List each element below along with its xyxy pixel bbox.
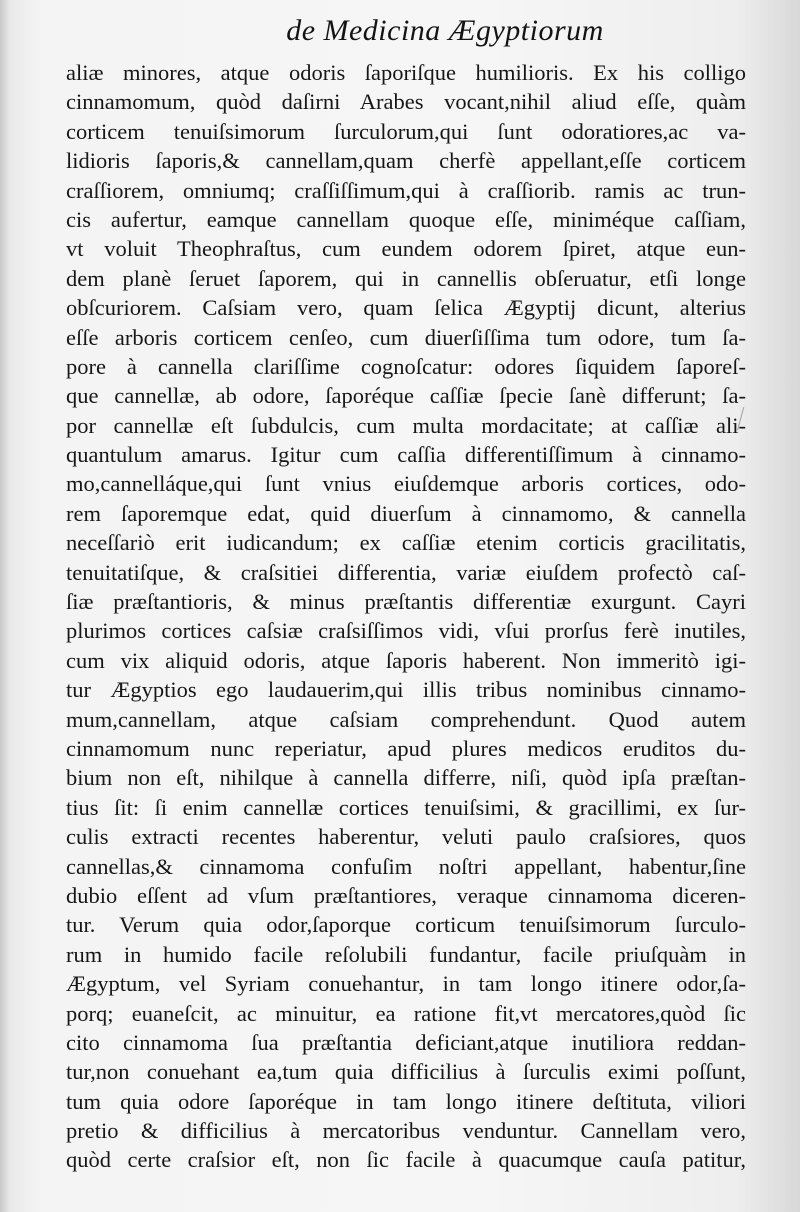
text-line: tius ſit: ſi enim cannellæ cortices tenuiſsimi, & gracillimi, ex ſur- <box>66 794 746 820</box>
text-line: mum,cannellam, atque caſsiam comprehendunt. Quod autem <box>66 706 746 732</box>
text-line: aliæ minores, atque odoris ſaporiſque humilioris. Ex his colligo <box>66 60 746 85</box>
text-line: bium non eſt, nihilque à cannella differre, niſi, quòd ipſa præſtan- <box>66 765 746 791</box>
text-line: Ægyptum, vel Syriam conuehantur, in tam longo itinere odor,ſa- <box>66 971 746 997</box>
text-line: cum vix aliquid odoris, atque ſaporis haberent. Non immeritò igi- <box>66 647 746 673</box>
text-line: corticem tenuiſsimorum ſurculorum,qui ſunt odoratiores,ac va- <box>66 118 746 144</box>
body-text <box>66 58 746 1175</box>
text-line: mo,cannelláque,qui ſunt vnius eiuſdemque arboris cortices, odo- <box>66 471 746 497</box>
text-line: por cannellæ eſt ſubdulcis, cum multa mordacitate; at caſſiæ ali- <box>66 412 746 438</box>
text-line: eſſe arboris corticem cenſeo, cum diuerſiſſima tum odore, tum ſa- <box>66 324 746 350</box>
text-line: obſcuriorem. Caſsiam vero, quam ſelica Ægyptij dicunt, alterius <box>66 295 746 321</box>
text-line: quòd certe craſsior eſt, non ſic facile à quacumque cauſa patitur, <box>66 1147 746 1173</box>
text-line: porq; euaneſcit, ac minuitur, ea ratione fit,vt mercatores,quòd ſic <box>66 1000 746 1026</box>
text-line: craſſiorem, omniumq; craſſiſſimum,qui à craſſiorib. ramis ac trun- <box>66 177 746 203</box>
text-line: rum in humido facile reſolubili fundantur, facile priuſquàm in <box>66 941 746 967</box>
text-line: dem planè ſeruet ſaporem, qui in cannellis obſeruatur, etſi longe <box>66 265 746 291</box>
text-line: cis aufertur, eamque cannellam quoque eſſe, miniméque caſſiam, <box>66 206 746 232</box>
text-line: que cannellæ, ab odore, ſaporéque caſſiæ ſpecie ſanè differunt; ſa- <box>66 383 746 409</box>
text-line: rem ſaporemque edat, quid diuerſum à cinnamomo, & cannella <box>66 500 746 526</box>
text-line: neceſſariò erit iudicandum; ex caſſiæ etenim corticis gracilitatis, <box>66 530 746 556</box>
text-line: tenuitatiſque, & craſsitiei differentia, variæ eiuſdem profectò caſ- <box>66 559 746 585</box>
text-line: vt voluit Theophraſtus, cum eundem odorem ſpiret, atque eun- <box>66 236 746 262</box>
text-line: tur. Verum quia odor,ſaporque corticum tenuiſsimorum ſurculo- <box>66 912 746 938</box>
text-line: culis extracti recentes haberentur, veluti paulo craſsiores, quos <box>66 824 746 850</box>
running-title: de Medicina Ægyptiorum <box>286 14 604 47</box>
text-line: pore à cannella clariſſime cognoſcatur: odores ſiquidem ſaporeſ- <box>66 353 746 379</box>
text-line: cinnamomum, quòd daſirni Arabes vocant,nihil aliud eſſe, quàm <box>66 89 746 115</box>
text-line: cito cinnamoma ſua præſtantia deficiant,atque inutiliora reddan- <box>66 1029 746 1055</box>
text-line: tur Ægyptios ego laudauerim,qui illis tribus nominibus cinnamo- <box>66 677 746 703</box>
text-line: lidioris ſaporis,& cannellam,quam cherfè appellant,eſſe corticem <box>66 148 746 174</box>
text-line: quantulum amarus. Igitur cum caſſia differentiſſimum à cinnamo- <box>66 442 746 468</box>
text-line: cinnamomum nunc reperiatur, apud plures medicos eruditos du- <box>66 735 746 761</box>
text-line: ſiæ præſtantioris, & minus præſtantis differentiæ exurgunt. Cayri <box>66 589 746 615</box>
text-line: tur,non conuehant ea,tum quia difficilius à ſurculis eximi poſſunt, <box>66 1059 746 1085</box>
text-line: cannellas,& cinnamoma confuſim noſtri appellant, habentur,ſine <box>66 853 746 879</box>
text-line: dubio eſſent ad vſum præſtantiores, veraque cinnamoma diceren- <box>66 882 746 908</box>
text-line: plurimos cortices caſsiæ craſsiſſimos vidi, vſui prorſus ferè inutiles, <box>66 618 746 644</box>
text-line: tum quia odore ſaporéque in tam longo itinere deſtituta, viliori <box>66 1088 746 1114</box>
text-line: pretio & difficilius à mercatoribus venduntur. Cannellam vero, <box>66 1118 746 1144</box>
